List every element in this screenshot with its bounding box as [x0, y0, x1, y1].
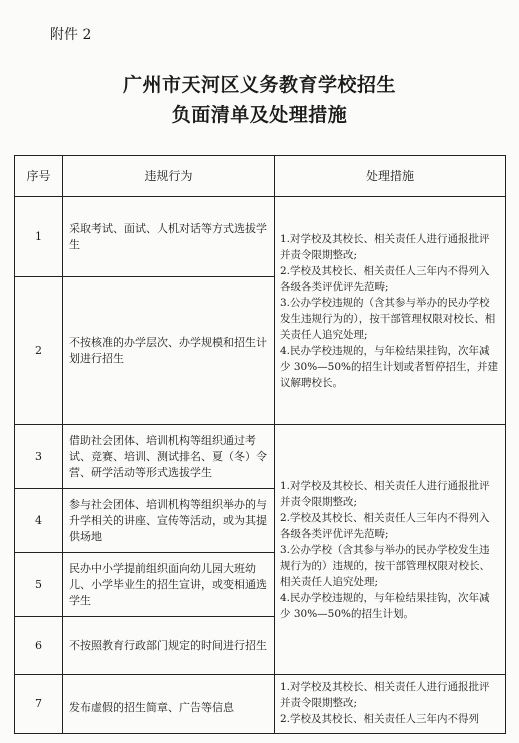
row-number: 4: [15, 489, 63, 553]
row-number-text: 7: [35, 697, 42, 710]
row-violation: 借助社会团体、培训机构等组织通过考试、竞赛、培训、测试排名、夏（冬）令营、研学活动等形式选拔学生: [63, 425, 275, 489]
measures-text: 1.对学校及其校长、相关责任人进行通报批评并责令限期整改; 2.学校及其校长、相关责任人三年内不得列入各级各类评优评先范畴; 3.公办学校（含其参与举办的民办学校发生违规行为的）违规的，按干部管理权限对校长、相关责任人追究处理; 4.民办学校违规的，与年检结果挂钩，次年减少 30%—50%的招生计划。: [280, 479, 490, 620]
attachment-label: 附件 2: [50, 27, 92, 43]
measures-text: 1.对学校及其校长、相关责任人进行通报批评并责令限期整改; 2.学校及其校长、相关责任人三年内不得列入各级各类评优评先范畴; 3.公办学校违规的（含其参与举办的民办学校发生违规行为的），按干部管理权限对校长、相关责任人追究处理; 4.民办学校违规的，与年检结果挂钩，次年减少 30%—50%的招生计划或者暂停招生，并建议解聘校长。: [280, 232, 499, 389]
measures-text: 1.对学校及其校长、相关责任人进行通报批评并责令限期整改; 2.学校及其校长、相关责任人三年内不得列: [280, 681, 490, 725]
row-violation: 不按照教育行政部门规定的时间进行招生: [63, 617, 275, 675]
row-violation: 采取考试、面试、人机对话等方式选拔学生: [63, 197, 275, 277]
row-violation: [63, 675, 275, 734]
row-violation: 参与社会团体、培训机构等组织举办的与升学相关的讲座、宣传等活动，或为其提供场地: [63, 489, 275, 553]
row-number: 1: [15, 197, 63, 277]
table-row: [15, 675, 506, 734]
negative-list-table: [14, 155, 506, 734]
document-title-line2: 负面清单及处理措施: [171, 104, 348, 126]
row-number: 5: [15, 553, 63, 617]
header-measures: 处理措施: [275, 156, 506, 197]
document-title-line1: 广州市天河区义务教育学校招生: [122, 74, 396, 96]
measures-group-b: [275, 425, 506, 675]
row-number: 2: [15, 277, 63, 425]
row-violation: 民办中小学提前组织面向幼儿园大班幼儿、小学毕业生的招生宣讲，或变相通选学生: [63, 553, 275, 617]
table-row: [15, 425, 506, 489]
row-number: 3: [15, 425, 63, 489]
table-header-row: [15, 156, 506, 197]
header-violation: 违规行为: [63, 156, 275, 197]
row-violation-text: 发布虚假的招生简章、广告等信息: [69, 701, 234, 714]
measures-group-c: [275, 675, 506, 734]
row-number: [15, 675, 63, 734]
row-violation: 不按核准的办学层次、办学规模和招生计划进行招生: [63, 277, 275, 425]
header-number: 序号: [15, 156, 63, 197]
row-number: 6: [15, 617, 63, 675]
measures-group-a: [275, 197, 506, 425]
table-row: [15, 197, 506, 277]
